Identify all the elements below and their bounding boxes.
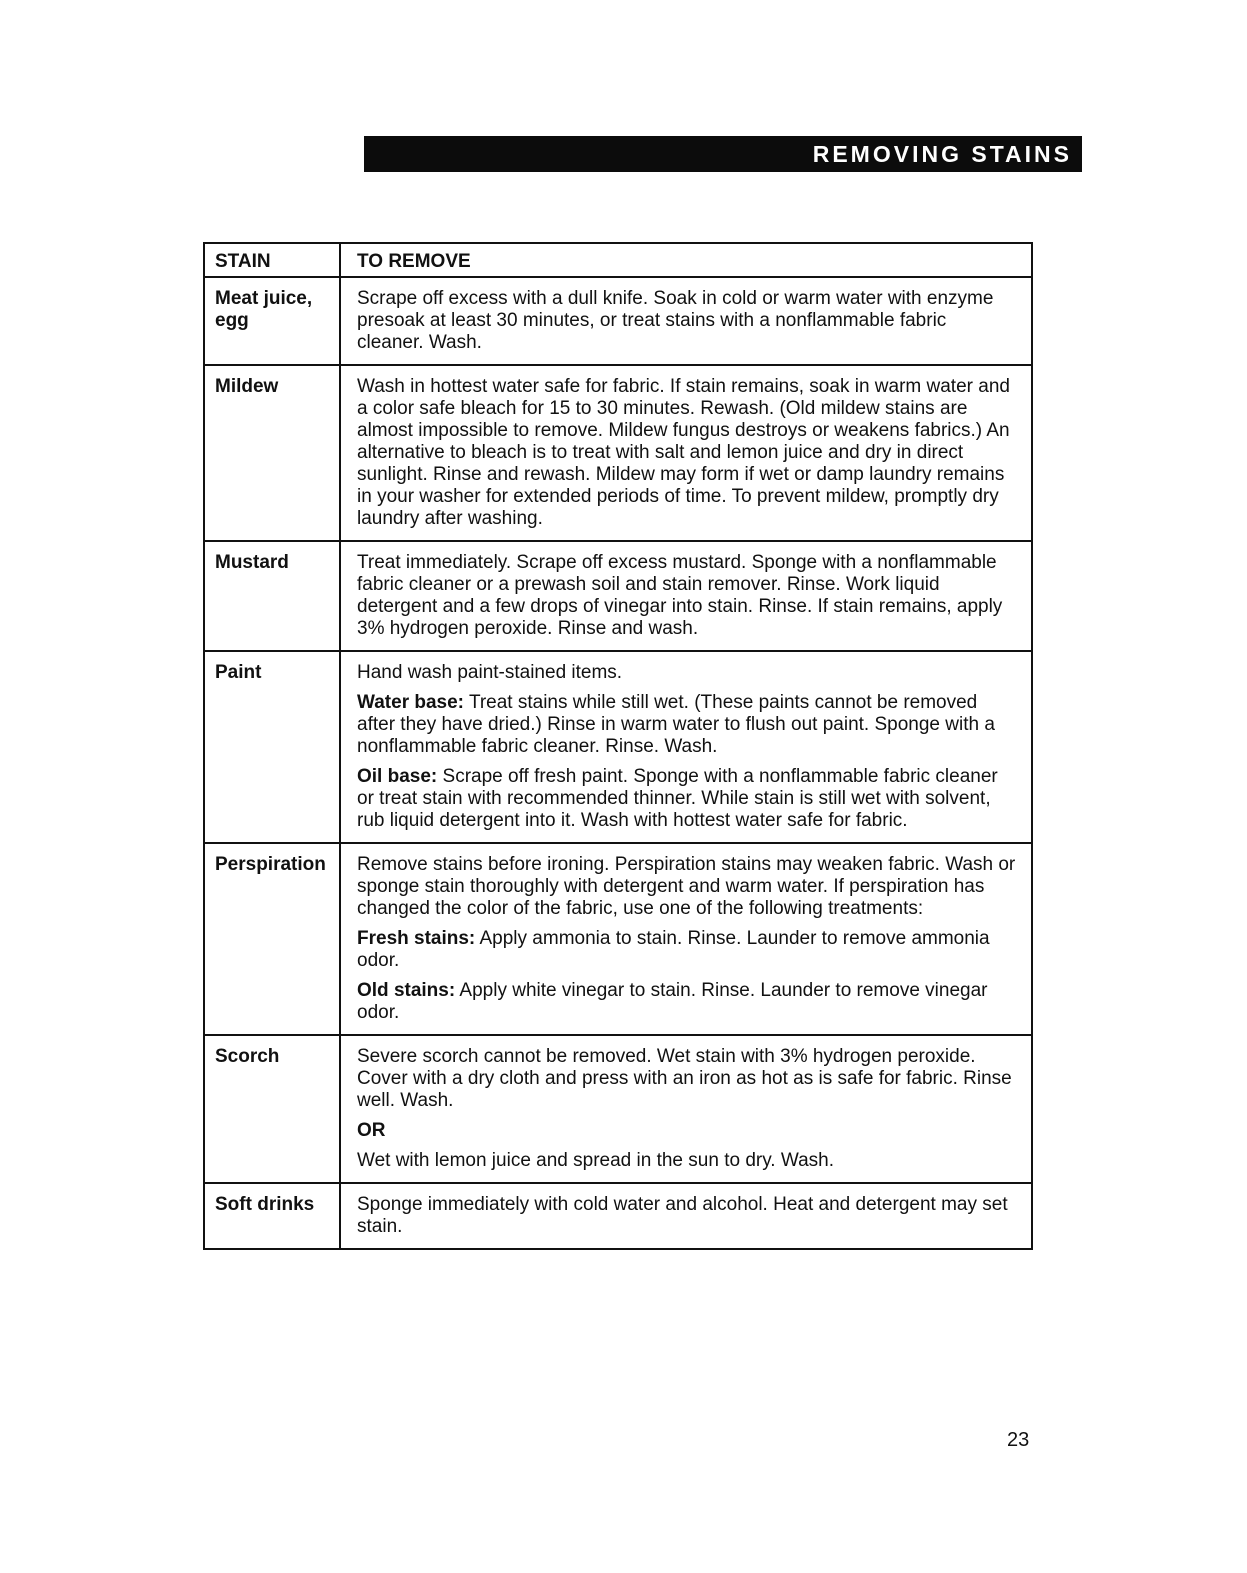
table-row	[204, 1183, 1032, 1249]
instruction-lead: Fresh stains:	[357, 928, 476, 949]
column-header-stain: STAIN	[204, 243, 340, 277]
table-header-row	[204, 243, 1032, 277]
instruction-paragraph	[357, 854, 1017, 920]
instruction-paragraph	[357, 766, 1017, 832]
table-row	[204, 651, 1032, 843]
instruction-text: Treat immediately. Scrape off excess mustard. Sponge with a nonflammable fabric cleaner or a prewash soil and stain remover. Rinse. Work liquid detergent and a few drops of vinegar into stain. Rinse. If stain remains, apply 3% hydrogen peroxide. Rinse and wash.	[357, 552, 1003, 639]
section-header-bar	[364, 136, 1082, 172]
instruction-lead: Old stains:	[357, 980, 456, 1001]
instruction-paragraph	[357, 552, 1017, 640]
column-header-to-remove: TO REMOVE	[340, 243, 1032, 277]
instruction-text: Severe scorch cannot be removed. Wet stain with 3% hydrogen peroxide. Cover with a dry cloth and press with an iron as hot as is safe for fabric. Rinse well. Wash.	[357, 1046, 1012, 1111]
instruction-paragraph	[357, 1150, 1017, 1172]
instruction-paragraph	[357, 1046, 1017, 1112]
stain-name: Paint	[204, 651, 340, 843]
instruction-paragraph	[357, 1194, 1017, 1238]
removal-instructions	[340, 651, 1032, 843]
stain-name: Scorch	[204, 1035, 340, 1183]
table-row	[204, 843, 1032, 1035]
instruction-text: Wet with lemon juice and spread in the sun to dry. Wash.	[357, 1150, 834, 1171]
stain-name: Soft drinks	[204, 1183, 340, 1249]
instruction-lead: OR	[357, 1120, 386, 1141]
instruction-text: Treat stains while still wet. (These paints cannot be removed after they have dried.) Rinse in warm water to flush out paint. Sponge with a nonflammable fabric cleaner. Rinse. Wash.	[357, 692, 995, 757]
instruction-paragraph	[357, 692, 1017, 758]
removal-instructions	[340, 541, 1032, 651]
removal-instructions	[340, 277, 1032, 365]
instruction-paragraph	[357, 662, 1017, 684]
instruction-text: Wash in hottest water safe for fabric. If stain remains, soak in warm water and a color safe bleach for 15 to 30 minutes. Rewash. (Old mildew stains are almost impossible to remove. Mildew fungus destroys or weakens fabrics.) An alternative to bleach is to treat with salt and lemon juice and dry in direct sunlight. Rinse and rewash. Mildew may form if wet or damp laundry remains in your washer for extended periods of time. To prevent mildew, promptly dry laundry after washing.	[357, 376, 1010, 529]
table-row	[204, 365, 1032, 541]
table-row	[204, 541, 1032, 651]
instruction-text: Sponge immediately with cold water and alcohol. Heat and detergent may set stain.	[357, 1194, 1008, 1237]
instruction-text: Apply white vinegar to stain. Rinse. Launder to remove vinegar odor.	[357, 980, 988, 1023]
stain-name: Mustard	[204, 541, 340, 651]
instruction-paragraph	[357, 980, 1017, 1024]
stain-removal-table	[203, 242, 1033, 1250]
table-row	[204, 277, 1032, 365]
stain-name: Perspiration	[204, 843, 340, 1035]
stain-name: Mildew	[204, 365, 340, 541]
instruction-lead: Water base:	[357, 692, 464, 713]
instruction-paragraph	[357, 376, 1017, 530]
removal-instructions	[340, 365, 1032, 541]
instruction-text: Remove stains before ironing. Perspiration stains may weaken fabric. Wash or sponge stain thoroughly with detergent and warm water. If perspiration has changed the color of the fabric, use one of the following treatments:	[357, 854, 1016, 919]
removal-instructions	[340, 1035, 1032, 1183]
instruction-text: Apply ammonia to stain. Rinse. Launder to remove ammonia odor.	[357, 928, 990, 971]
removal-instructions	[340, 843, 1032, 1035]
instruction-paragraph	[357, 1120, 1017, 1142]
section-title: REMOVING STAINS	[812, 141, 1072, 167]
instruction-paragraph	[357, 928, 1017, 972]
table-row	[204, 1035, 1032, 1183]
removal-instructions	[340, 1183, 1032, 1249]
instruction-text: Scrape off excess with a dull knife. Soak in cold or warm water with enzyme presoak at least 30 minutes, or treat stains with a nonflammable fabric cleaner. Wash.	[357, 288, 994, 353]
instruction-paragraph	[357, 288, 1017, 354]
instruction-text: Scrape off fresh paint. Sponge with a nonflammable fabric cleaner or treat stain with recommended thinner. While stain is still wet with solvent, rub liquid detergent into it. Wash with hottest water safe for fabric.	[357, 766, 998, 831]
page-number: 23	[1007, 1429, 1030, 1451]
stain-name: Meat juice, egg	[204, 277, 340, 365]
instruction-lead: Oil base:	[357, 766, 438, 787]
instruction-text: Hand wash paint-stained items.	[357, 662, 623, 683]
